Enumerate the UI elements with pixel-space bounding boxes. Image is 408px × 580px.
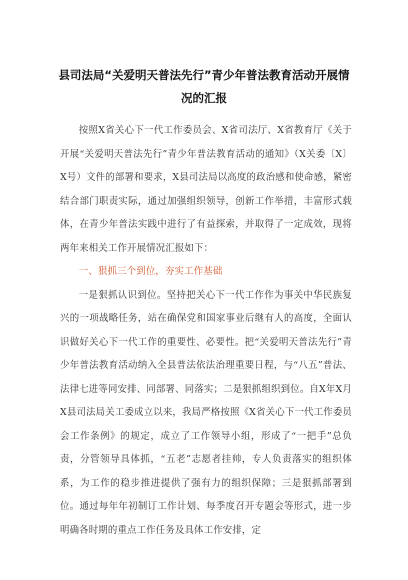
section-heading: 一、狠抓三个到位，夯实工作基础 (78, 266, 223, 277)
title-line-2: 况的汇报 (181, 91, 227, 105)
title-line-1: 县司法局“关爱明天普法先行”青少年普法教育活动开展情 (58, 68, 350, 82)
section-paragraph: 一是狠抓认识到位。坚持把关心下一代工作作为事关中华民族复兴的一项战略任务，站在确保党和国家事业后继有人的高度，全面认识做好关心下一代工作的重要性、必要性。把“关爱明天普法先行”青少年普法教育活动纳入全县普法依法治理重要日程，与“八五”普法、法律七进等同安排、同部署、同落实；二是狠抓组织到位。自X年X月X县司法局关工委成立以来，我局严格按照《X省关心下一代工作委员会工作条例》的规定，成立了工作领导小组，形成了“一把手”总负责，分管领导具体抓，“五老”志愿者挂帅，专人负责落实的组织体系，为工作的稳步推进提供了强有力的组织保障；三是狠抓部署到位。通过每年年初制订工作计划、每季度召开专题会等形式，进一步明确各时期的重点工作任务及具体工作安排，定 (60, 289, 352, 536)
document-body (60, 119, 352, 542)
intro-paragraph: 按照X省关心下一代工作委员会、X省司法厅、X省教育厅《关于开展“关爱明天普法先行”青少年普法教育活动的通知》（X关委〔X〕X号）文件的部署和要求，X县司法局以高度的政治感和使命感，紧密结合部门职责实际，通过加强组织领导，创新工作举措，丰富形式载体，在青少年普法实践中进行了有益探索，并取得了一定成效，现将两年来相关工作开展情况汇报如下： (60, 125, 352, 254)
document-title (40, 64, 368, 110)
